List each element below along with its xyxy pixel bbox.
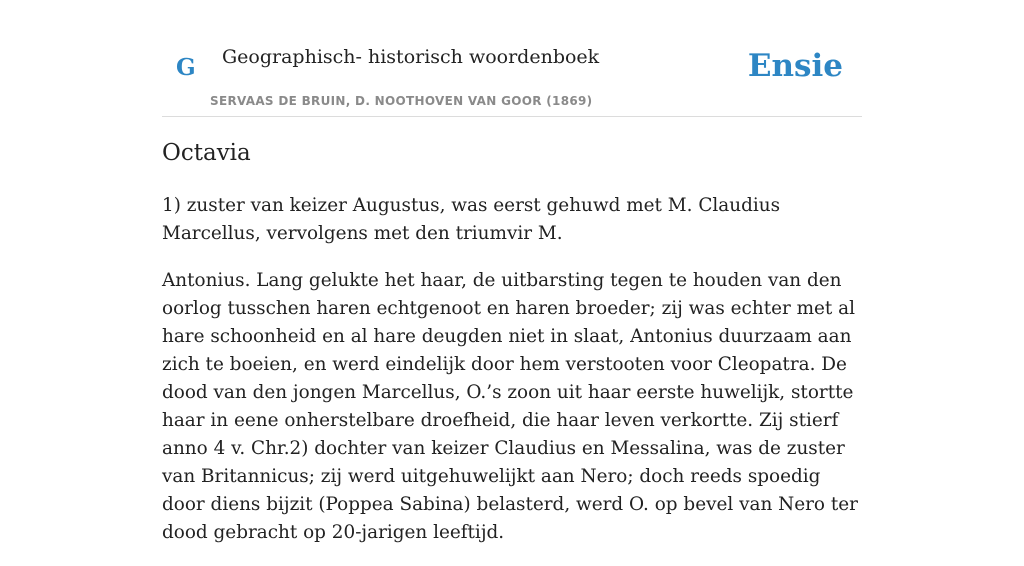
dictionary-author: SERVAAS DE BRUIN, D. NOOTHOVEN VAN GOOR (1869) — [210, 94, 593, 108]
ensie-logo[interactable]: Ensie — [747, 48, 843, 84]
entry-title: Octavia — [162, 140, 251, 166]
dictionary-title[interactable]: Geographisch- historisch woordenboek — [222, 46, 600, 68]
entry-body — [162, 192, 862, 566]
entry-paragraph: Antonius. Lang gelukte het haar, de uitbarsting tegen te houden van den oorlog tusschen haren echtgenoot en haren broeder; zij was echter met al hare schoonheid en al hare deugden niet in slaat, Antonius duurzaam aan zich te boeien, en werd eindelijk door hem verstooten voor Cleopatra. De dood van den jongen Marcellus, O.’s zoon uit haar eerste huwelijk, stortte haar in eene onherstelbare droefheid, die haar leven verkortte. Zij stierf anno 4 v. Chr.2) dochter van keizer Claudius en Messalina, was de zuster van Britannicus; zij werd uitgehuwelijkt aan Nero; doch reeds spoedig door diens bijzit (Poppea Sabina) belasterd, werd O. op bevel van Nero ter dood gebracht op 20-jarigen leeftijd. — [162, 270, 858, 543]
dictionary-logo[interactable]: G — [176, 54, 196, 81]
entry-paragraph: 1) zuster van keizer Augustus, was eerst gehuwd met M. Claudius Marcellus, vervolgens met den triumvir M. — [162, 195, 781, 244]
dictionary-header — [162, 0, 862, 117]
